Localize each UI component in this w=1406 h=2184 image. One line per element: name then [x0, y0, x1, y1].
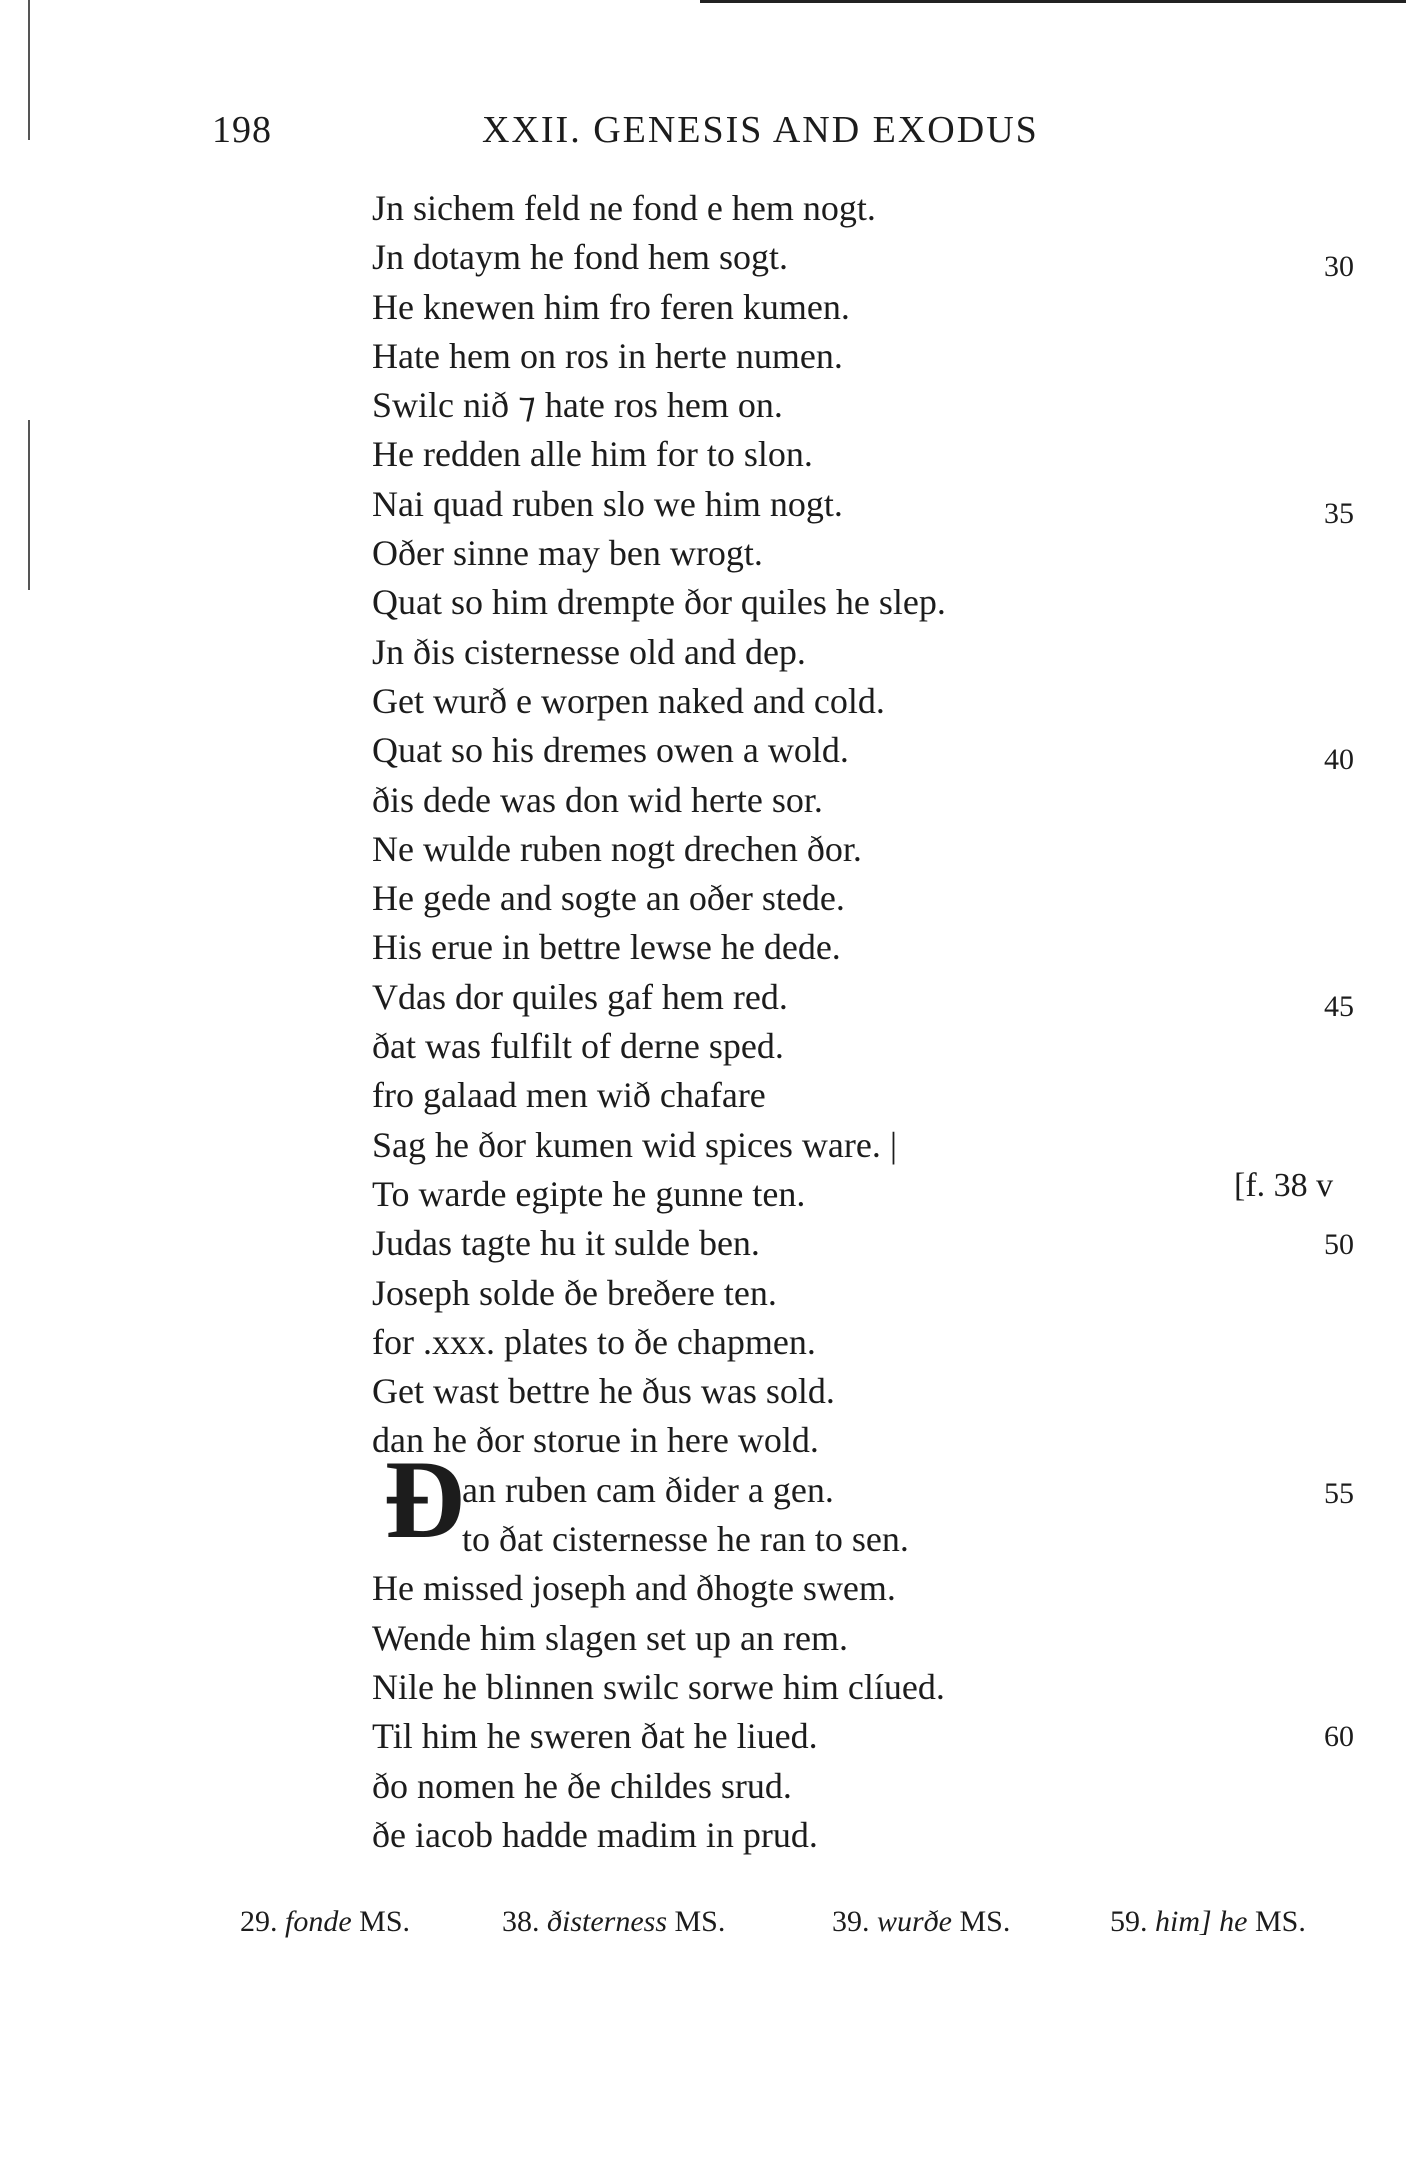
footnote-ref: 38.: [502, 1905, 540, 1938]
verse-line: Hate hem on ros in herte numen.: [372, 335, 843, 376]
verse-line: fro galaad men wið chafare: [372, 1075, 766, 1116]
footnotes: [240, 1905, 1370, 1955]
verse-line: He missed joseph and ðhogte swem.: [372, 1568, 896, 1609]
verse-line: Swilc nið ⁊ hate ros hem on.: [372, 385, 783, 426]
verse-line: He knewen him fro feren kumen.: [372, 286, 850, 327]
verse-line: ðat was fulfilt of derne sped.: [372, 1026, 784, 1067]
folio-mark: [f. 38 v: [1234, 1167, 1334, 1204]
verse-line: Vdas dor quiles gaf hem red.: [372, 976, 788, 1017]
drop-cap-initial: Ð: [384, 1438, 465, 1562]
footnote: [502, 1905, 725, 1939]
verse-line: Joseph solde ðe breðere ten.: [372, 1272, 777, 1313]
footnote-ms: MS.: [674, 1905, 726, 1938]
verse-line: Wende him slagen set up an rem.: [372, 1617, 848, 1658]
verse-line: to ðat cisternesse he ran to sen.: [462, 1519, 909, 1560]
verse-line: To warde egipte he gunne ten.: [372, 1173, 806, 1214]
verse-line: He gede and sogte an oðer stede.: [372, 878, 845, 919]
verse-line: Nile he blinnen swilc sorwe him clíued.: [372, 1666, 945, 1707]
line-number: 40: [1324, 743, 1354, 776]
line-number: 45: [1324, 990, 1354, 1023]
verse-line: Quat so his dremes owen a wold.: [372, 730, 849, 771]
footnote-ref: 29.: [240, 1905, 278, 1938]
verse-line: ðo nomen he ðe childes srud.: [372, 1765, 792, 1806]
verse-line: He redden alle him for to slon.: [372, 434, 813, 475]
poem-text: [372, 184, 1072, 1860]
verse-line: an ruben cam ðider a gen.: [462, 1469, 834, 1510]
verse-line: Jn ðis cisternesse old and dep.: [372, 631, 806, 672]
verse-line: Get wurð e worpen naked and cold.: [372, 680, 885, 721]
line-number: 60: [1324, 1720, 1354, 1753]
line-number: 55: [1324, 1477, 1354, 1510]
verse-line: Jn sichem feld ne fond e hem nogt.: [372, 188, 876, 228]
footnote: [1110, 1905, 1306, 1939]
footnote-ref: 39.: [832, 1905, 870, 1938]
verse-line: ðe iacob hadde madim in prud.: [372, 1814, 818, 1855]
footnote: [832, 1905, 1010, 1939]
line-number: 30: [1324, 250, 1354, 283]
top-rule: [700, 0, 1406, 3]
verse-line: Judas tagte hu it sulde ben.: [372, 1223, 760, 1264]
verse-line: Get wast bettre he ðus was sold.: [372, 1371, 835, 1412]
verse-line: Oðer sinne may ben wrogt.: [372, 533, 763, 574]
line-number: 35: [1324, 497, 1354, 530]
verse-line: His erue in bettre lewse he dede.: [372, 927, 841, 968]
footnote-word: him] he: [1155, 1905, 1248, 1938]
running-head: [212, 108, 1112, 158]
verse-line: Til him he sweren ðat he liued.: [372, 1716, 818, 1757]
verse-line: ðis dede was don wid herte sor.: [372, 779, 823, 820]
footnote-word: ðisterness: [547, 1905, 667, 1938]
verse-line: for .xxx. plates to ðe chapmen.: [372, 1321, 816, 1362]
verse-line: Sag he ðor kumen wid spices ware. |: [372, 1124, 898, 1165]
verse-line: dan he ðor storue in here wold.: [372, 1420, 819, 1461]
footnote-ref: 59.: [1110, 1905, 1148, 1938]
footnote-word: fonde: [285, 1905, 352, 1938]
page-number: 198: [212, 109, 272, 151]
verse-line: Quat so him drempte ðor quiles he slep.: [372, 582, 946, 623]
verse-line: Jn dotaym he fond hem sogt.: [372, 237, 788, 278]
footnote-ms: MS.: [359, 1905, 411, 1938]
footnote-ms: MS.: [959, 1905, 1011, 1938]
binding-line: [28, 0, 30, 140]
footnote: [240, 1905, 410, 1939]
verse-line: Ne wulde ruben nogt drechen ðor.: [372, 828, 862, 869]
page-title: XXII. GENESIS AND EXODUS: [482, 109, 1039, 151]
footnote-word: wurðe: [877, 1905, 952, 1938]
verse-line: Nai quad ruben slo we him nogt.: [372, 483, 843, 524]
binding-line: [28, 420, 30, 590]
footnote-ms: MS.: [1255, 1905, 1306, 1938]
line-number: 50: [1324, 1228, 1354, 1261]
